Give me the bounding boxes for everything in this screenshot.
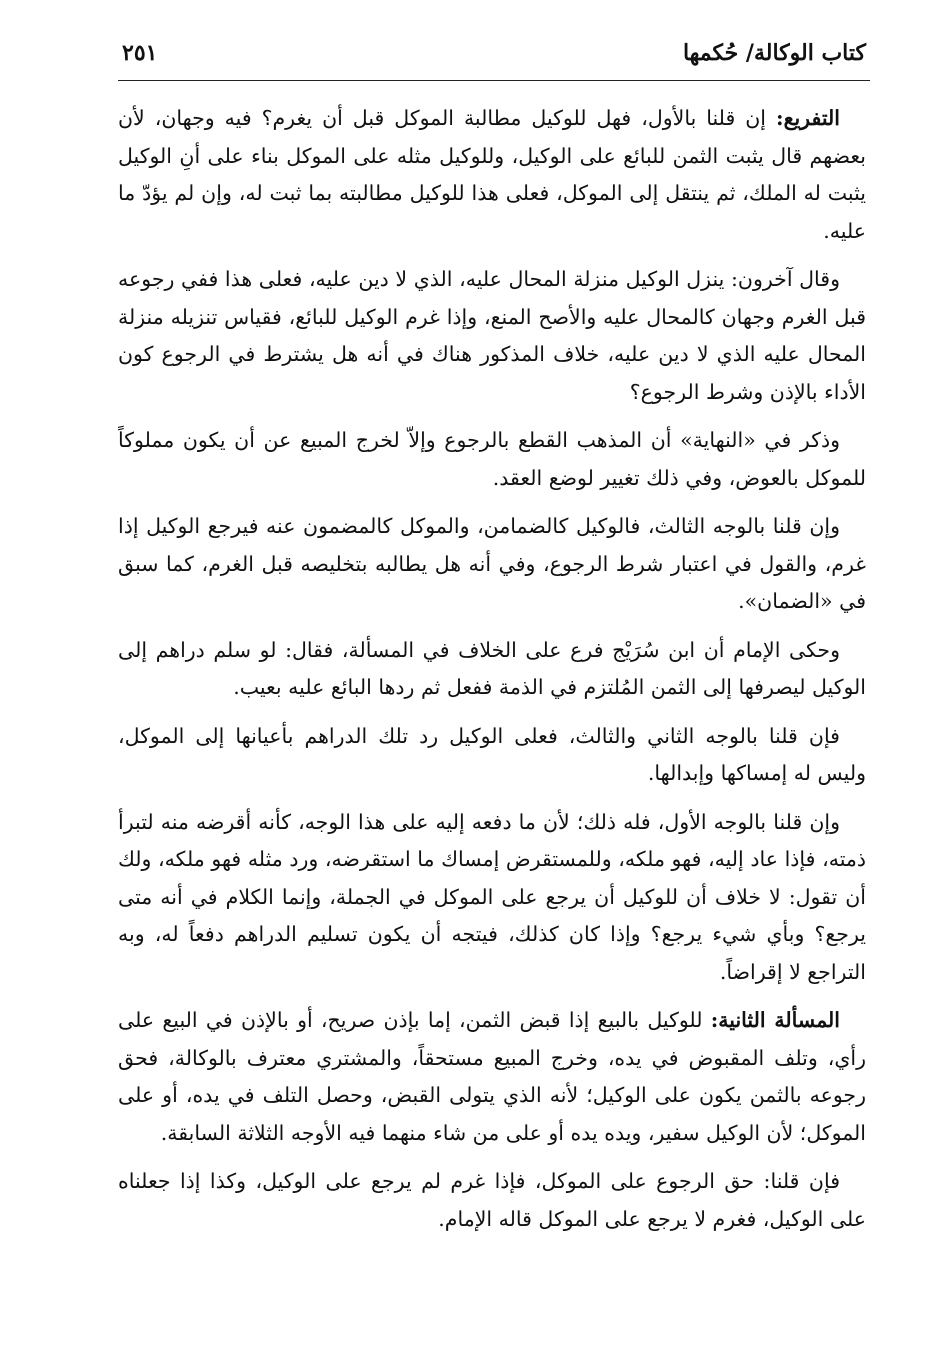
paragraph-text: وقال آخرون: ينزل الوكيل منزلة المحال عليه، الذي لا دين عليه، فعلى هذا ففي رجوعه قبل الغرم وجهان كالمحال عليه والأصح المنع، وإذا غرم الوكيل للبائع، فقياس تنزيله منزلة المحال عليه الذي لا دين عليه، خلاف المذكور هناك في أنه هل يشترط في الرجوع كون الأداء بالإذن وشرط الرجوع؟ <box>118 267 866 404</box>
chapter-title: كتاب الوكالة/ حُكمها <box>682 40 866 66</box>
paragraph-text: وإن قلنا بالوجه الثالث، فالوكيل كالضمامن، والموكل كالمضمون عنه فيرجع الوكيل إذا غرم، والقول في اعتبار شرط الرجوع، وفي أنه هل يطالبه بتخليصه قبل الغرم، كما سبق في «الضمان». <box>118 514 866 613</box>
page-body <box>118 100 866 1249</box>
paragraph-text: للوكيل بالبيع إذا قبض الثمن، إما بإذن صريح، أو بالإذن في البيع على رأي، وتلف المقبوض في يده، وخرج المبيع مستحقاً، والمشتري معترف بالوكالة، فحق رجوعه بالثمن يكون على الوكيل؛ لأنه الذي يتولى القبض، وحصل التلف في يده، أو على الموكل؛ لأن الوكيل سفير، ويده يده أو على من شاء منهما فيه الأوجه الثلاثة السابقة. <box>118 1008 866 1145</box>
paragraph-heading: التفريع: <box>776 106 840 130</box>
paragraph-text: فإن قلنا بالوجه الثاني والثالث، فعلى الوكيل رد تلك الدراهم بأعيانها إلى الموكل، وليس له إمساكها وإبدالها. <box>118 723 866 785</box>
paragraph-text: فإن قلنا: حق الرجوع على الموكل، فإذا غرم لم يرجع على الوكيل، وكذا إذا جعلناه على الوكيل، فغرم لا يرجع على الموكل قاله الإمام. <box>118 1169 866 1231</box>
paragraph-tafree <box>118 100 866 250</box>
paragraph-text: وذكر في «النهاية» أن المذهب القطع بالرجوع وإلاّ لخرج المبيع عن أن يكون مملوكاً للموكل بالعوض، وفي ذلك تغيير لوضع العقد. <box>118 428 866 490</box>
paragraph-nihaya <box>118 422 866 497</box>
paragraph-third-view <box>118 508 866 621</box>
paragraph-text: وإن قلنا بالوجه الأول، فله ذلك؛ لأن ما دفعه إليه على هذا الوجه، كأنه أقرضه منه لتبرأ ذمته، فإذا عاد إليه، فهو ملكه، وللمستقرض إمساك ما استقرضه، ورد مثله فهو ملكه، ولك أن تقول: لا خلاف أن للوكيل أن يرجع على الموكل في الجملة، وإنما الكلام في أنه متى يرجع؟ وبأي شيء يرجع؟ وإذا كان كذلك، فيتجه أن يكون تسليم الدراهم دفعاً له، وبه التراجع لا إقراضاً. <box>118 809 866 984</box>
header-divider <box>118 80 870 81</box>
paragraph-ibn-surayj <box>118 632 866 707</box>
paragraph-first-view <box>118 804 866 992</box>
paragraph-conclusion <box>118 1163 866 1238</box>
paragraph-text: إن قلنا بالأول، فهل للوكيل مطالبة الموكل قبل أن يغرم؟ فيه وجهان، لأن بعضهم قال يثبت الثمن للبائع على الوكيل، وللوكيل مثله على الموكل بناء على أنِ الوكيل يثبت له الملك، ثم ينتقل إلى الموكل، فعلى هذا للوكيل مطالبته بما ثبت له، وإن لم يؤدّ ما عليه. <box>118 106 866 243</box>
page-number: ٢٥١ <box>122 40 158 66</box>
paragraph-others-said <box>118 261 866 411</box>
paragraph-text: وحكى الإمام أن ابن سُرَيْج فرع على الخلاف في المسألة، فقال: لو سلم دراهم إلى الوكيل ليصرفها إلى الثمن المُلتزم في الذمة ففعل ثم ردها البائع عليه بعيب. <box>118 637 866 699</box>
paragraph-heading: المسألة الثانية: <box>710 1008 841 1032</box>
paragraph-second-issue <box>118 1002 866 1152</box>
running-header <box>118 38 866 78</box>
paragraph-second-third <box>118 718 866 793</box>
